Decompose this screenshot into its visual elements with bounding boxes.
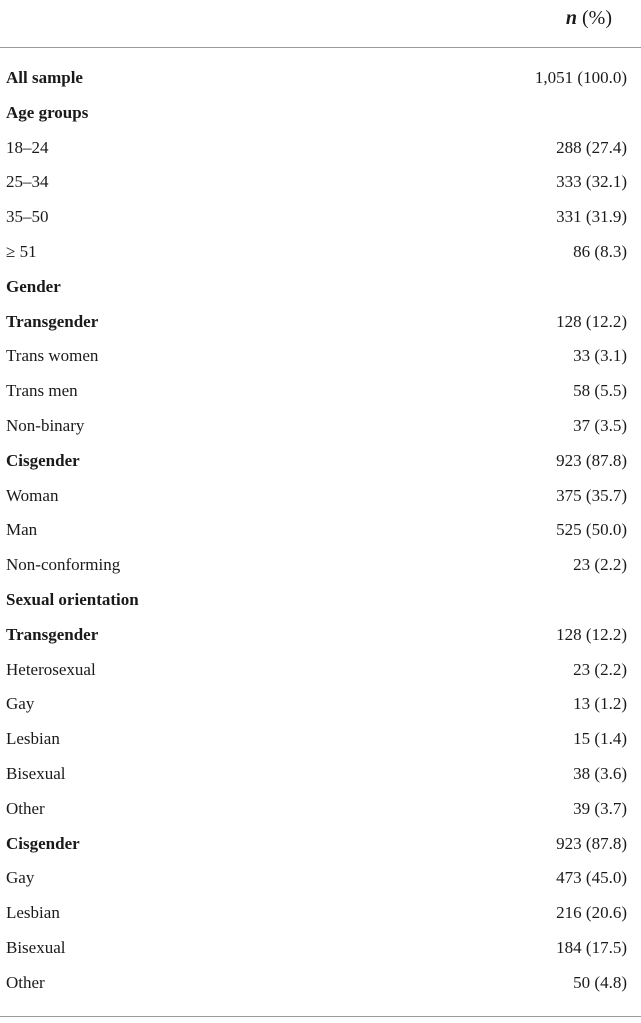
table-row [0, 896, 641, 931]
row-label: Other [6, 798, 45, 818]
row-value: 50 (4.8) [573, 972, 627, 992]
row-value: 923 (87.8) [556, 833, 627, 853]
table-row [0, 305, 641, 340]
row-value: 23 (2.2) [573, 659, 627, 679]
column-header-percent: (%) [577, 7, 612, 29]
row-label: 18–24 [6, 137, 49, 157]
row-value: 128 (12.2) [556, 624, 627, 644]
row-value: 473 (45.0) [556, 868, 627, 888]
row-label: Woman [6, 485, 59, 505]
row-label: Other [6, 972, 45, 992]
table-row [0, 235, 641, 270]
row-value: 923 (87.8) [556, 450, 627, 470]
row-label: Non-binary [6, 415, 85, 435]
row-value: 1,051 (100.0) [534, 68, 627, 87]
table-row [0, 339, 641, 374]
table-row [0, 374, 641, 409]
row-value: 288 (27.4) [556, 137, 627, 157]
row-value: 38 (3.6) [573, 763, 627, 783]
row-value: 33 (3.1) [573, 346, 627, 366]
table-row [0, 861, 641, 896]
row-value: 216 (20.6) [556, 903, 627, 923]
table-row [0, 792, 641, 827]
row-label: 35–50 [6, 207, 49, 227]
row-value: 525 (50.0) [556, 520, 627, 540]
table-row [0, 548, 641, 583]
table-row [0, 513, 641, 548]
column-header-n: n [565, 7, 578, 29]
table-row [0, 827, 641, 862]
row-label: ≥ 51 [6, 241, 37, 261]
table-header [0, 0, 641, 48]
table-row [0, 722, 641, 757]
table-row [0, 200, 641, 235]
row-label: Age groups [6, 102, 89, 122]
row-value: 58 (5.5) [573, 381, 627, 401]
table-row [0, 966, 641, 1001]
row-label: Lesbian [6, 903, 60, 923]
row-value: 333 (32.1) [556, 172, 627, 192]
row-label: Gender [6, 276, 61, 296]
table-row [0, 687, 641, 722]
column-header-n-percent [566, 6, 612, 30]
row-label: Non-conforming [6, 555, 121, 575]
row-label: Transgender [6, 311, 99, 331]
row-label: Bisexual [6, 937, 66, 957]
row-value: 37 (3.5) [573, 415, 627, 435]
table-row [0, 270, 641, 305]
table-row [0, 757, 641, 792]
row-value: 331 (31.9) [556, 207, 627, 227]
row-value: 86 (8.3) [573, 241, 627, 261]
table-bottom-rule [0, 1016, 641, 1017]
table-row [0, 444, 641, 479]
row-label: Trans women [6, 346, 99, 366]
row-label: Gay [6, 868, 35, 888]
row-value: 375 (35.7) [556, 485, 627, 505]
table-row [0, 618, 641, 653]
table-row [0, 165, 641, 200]
row-value: 39 (3.7) [573, 798, 627, 818]
row-label: Cisgender [6, 833, 80, 853]
row-label: All sample [6, 68, 83, 87]
row-value: 15 (1.4) [573, 729, 627, 749]
table-row [0, 479, 641, 514]
row-label: Sexual orientation [6, 589, 139, 609]
row-value: 23 (2.2) [573, 555, 627, 575]
table-row [0, 653, 641, 688]
row-label: Gay [6, 694, 35, 714]
table-row [0, 583, 641, 618]
row-label: 25–34 [6, 172, 49, 192]
row-value: 128 (12.2) [556, 311, 627, 331]
row-label: Heterosexual [6, 659, 96, 679]
row-label: Man [6, 520, 38, 540]
table-row [0, 131, 641, 166]
row-value: 184 (17.5) [556, 937, 627, 957]
table-row [0, 61, 641, 96]
table-body [0, 61, 641, 1001]
row-label: Cisgender [6, 450, 80, 470]
row-label: Bisexual [6, 763, 66, 783]
row-value: 13 (1.2) [573, 694, 627, 714]
row-label: Transgender [6, 624, 99, 644]
table-row [0, 409, 641, 444]
table-row [0, 931, 641, 966]
table-row [0, 96, 641, 131]
row-label: Lesbian [6, 729, 60, 749]
row-label: Trans men [6, 381, 78, 401]
